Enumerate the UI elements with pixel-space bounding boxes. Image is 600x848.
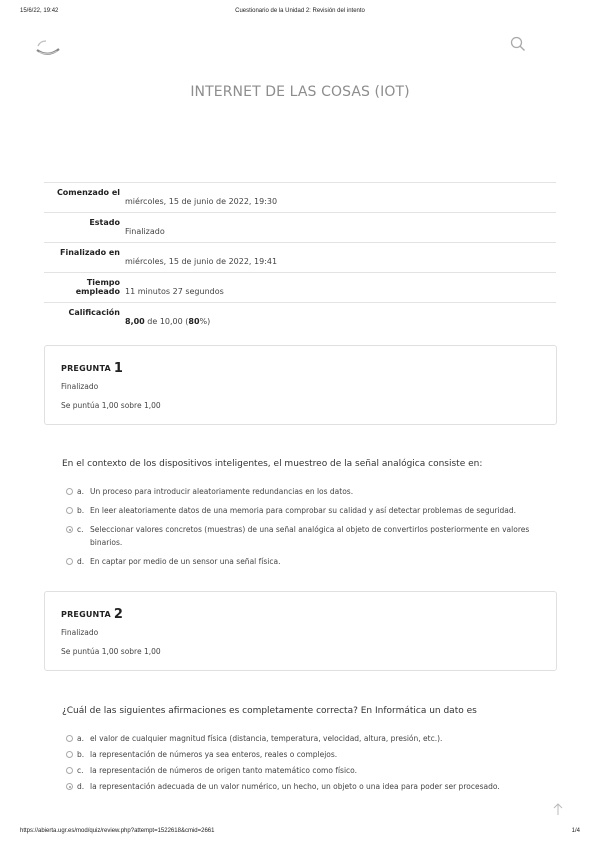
answer-option[interactable] (66, 485, 546, 498)
grade-of: de 10,00 ( (144, 317, 189, 326)
answer-option[interactable] (66, 555, 546, 568)
answer-letter: d. (77, 557, 85, 566)
answer-letter: b. (77, 750, 85, 759)
print-doc-title: Cuestionario de la Unidad 2: Revisión del intento (235, 8, 365, 14)
question-grade: Se puntúa 1,00 sobre 1,00 (61, 647, 161, 656)
question-label: PREGUNTA (61, 364, 111, 373)
question-text: En el contexto de los dispositivos inteligentes, el muestreo de la señal analógica consiste en: (62, 459, 483, 469)
search-icon[interactable] (510, 36, 526, 52)
summary-row-started (44, 183, 556, 213)
question-state: Finalizado (61, 382, 99, 391)
summary-value: miércoles, 15 de junio de 2022, 19:30 (125, 197, 278, 206)
answer-text: la representación de números ya sea enteros, reales o complejos. (90, 750, 338, 759)
radio-button-selected[interactable] (66, 526, 73, 533)
answer-option[interactable] (66, 523, 546, 549)
grade-close: %) (199, 317, 211, 326)
question-state: Finalizado (61, 628, 99, 637)
print-page-number: 1/4 (571, 828, 580, 834)
radio-button-selected[interactable] (66, 783, 73, 790)
answer-letter: a. (77, 487, 84, 496)
answer-letter: d. (77, 782, 85, 791)
question-info-box (44, 591, 557, 671)
summary-value: 11 minutos 27 segundos (125, 287, 224, 296)
summary-label: Comenzado el (56, 188, 120, 197)
answer-option[interactable] (66, 748, 546, 761)
answer-text: En leer aleatoriamente datos de una memoria para comprobar su calidad y así detectar problemas de seguridad. (90, 506, 517, 515)
summary-row-grade (44, 303, 556, 333)
radio-button[interactable] (66, 767, 73, 774)
answer-text: la representación adecuada de un valor numérico, un hecho, un objeto o una idea para poder ser procesado. (90, 782, 500, 791)
radio-button[interactable] (66, 488, 73, 495)
answer-option[interactable] (66, 780, 546, 793)
answer-text: Un proceso para introducir aleatoriamente redundancias en los datos. (90, 487, 354, 496)
print-footer (20, 828, 580, 838)
question-heading (61, 606, 123, 621)
radio-button[interactable] (66, 735, 73, 742)
radio-button[interactable] (66, 751, 73, 758)
question-grade: Se puntúa 1,00 sobre 1,00 (61, 401, 161, 410)
arrow-up-icon[interactable] (552, 802, 564, 816)
answer-letter: a. (77, 734, 84, 743)
summary-label: Estado (89, 218, 120, 227)
question-number: 1 (113, 361, 124, 376)
question-heading (61, 360, 123, 375)
answer-option[interactable] (66, 732, 546, 745)
summary-label: Calificación (68, 308, 120, 317)
summary-label: Tiempo empleado (75, 278, 120, 296)
question-info-box (44, 345, 557, 425)
grade-score: 8,00 (125, 317, 145, 326)
grade-percent: 80 (188, 317, 200, 326)
answer-list (66, 485, 546, 574)
answer-option[interactable] (66, 504, 546, 517)
print-datetime: 15/6/22, 19:42 (20, 8, 59, 14)
answer-option[interactable] (66, 764, 546, 777)
answer-letter: c. (77, 766, 84, 775)
question-text: ¿Cuál de las siguientes afirmaciones es completamente correcta? En Informática un dato es (62, 706, 477, 716)
radio-button[interactable] (66, 558, 73, 565)
answer-text: la representación de números de origen tanto matemático como físico. (90, 766, 358, 775)
answer-letter: c. (77, 525, 84, 534)
question-number: 2 (113, 607, 124, 622)
summary-value: miércoles, 15 de junio de 2022, 19:41 (125, 257, 278, 266)
print-url: https://abierta.ugr.es/mod/quiz/review.php?attempt=1522618&cmid=2661 (20, 828, 215, 834)
summary-row-finished (44, 243, 556, 273)
attempt-summary-table (44, 182, 556, 333)
question-label: PREGUNTA (61, 610, 111, 619)
summary-grade-value (125, 317, 210, 326)
radio-button[interactable] (66, 507, 73, 514)
summary-row-state (44, 213, 556, 243)
summary-value: Finalizado (125, 227, 165, 236)
summary-label: Finalizado en (60, 248, 120, 257)
answer-text: Seleccionar valores concretos (muestras) de una señal analógica al objeto de convertirlos posteriormente en valores binarios. (90, 525, 530, 547)
print-header (20, 8, 580, 18)
answer-text: el valor de cualquier magnitud física (distancia, temperatura, velocidad, altura, presión, etc.). (90, 734, 443, 743)
answer-list (66, 732, 546, 796)
answer-letter: b. (77, 506, 85, 515)
summary-row-time (44, 273, 556, 303)
site-logo-icon[interactable] (34, 38, 62, 58)
course-title: INTERNET DE LAS COSAS (IOT) (190, 84, 410, 100)
answer-text: En captar por medio de un sensor una señal física. (90, 557, 281, 566)
